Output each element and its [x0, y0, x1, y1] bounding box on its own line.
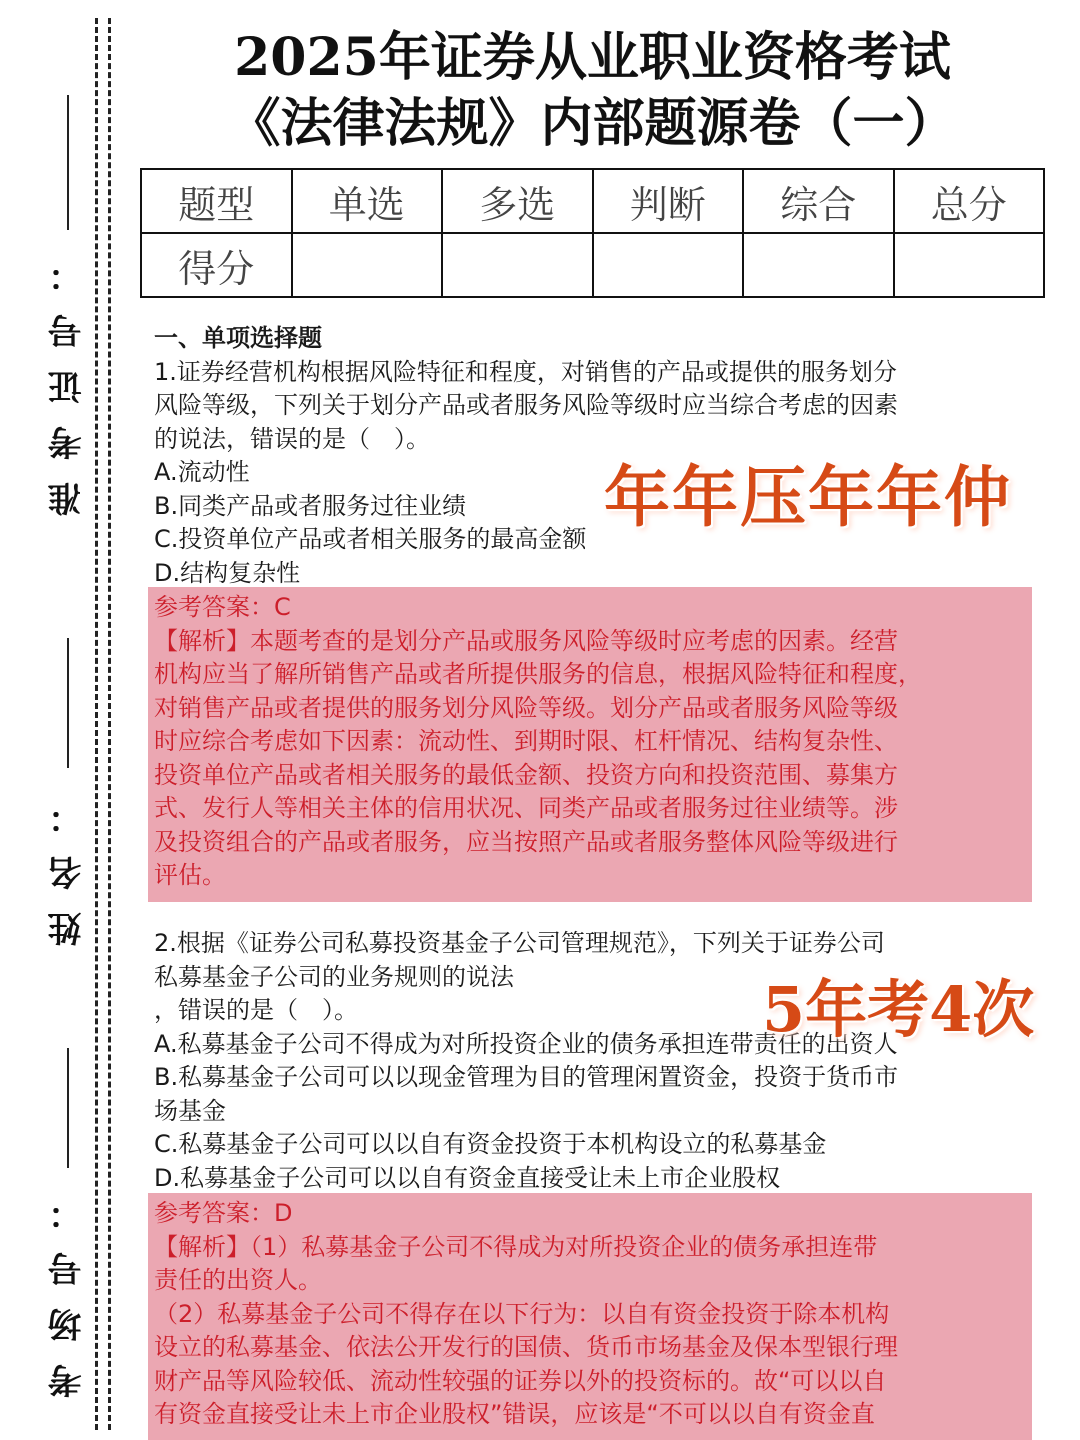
score-table-header-cell: 题型	[141, 169, 292, 233]
score-table	[140, 168, 1045, 298]
question-stem-line: 1.证券经营机构根据风险特征和程度，对销售的产品或提供的服务划分	[154, 357, 897, 386]
question-stem-line: 私募基金子公司的业务规则的说法	[154, 962, 514, 991]
analysis-line: （2）私募基金子公司不得存在以下行为：以自有资金投资于除本机构	[154, 1299, 890, 1328]
analysis-line: 时应综合考虑如下因素：流动性、到期时限、杠杆情况、结构复杂性、	[154, 727, 898, 755]
name-label: 姓名：	[48, 778, 88, 946]
option-b: B.同类产品或者服务过往业绩	[154, 491, 467, 520]
answer-box-1	[148, 587, 1032, 902]
analysis-line: 机构应当了解所销售产品或者所提供服务的信息，根据风险特征和程度，	[154, 660, 922, 688]
option-a: A.私募基金子公司不得成为对所投资企业的债务承担连带责任的出资人	[154, 1029, 898, 1058]
exam-room-label: 考场号：	[48, 1174, 88, 1398]
analysis-line: 投资单位产品或者相关服务的最低金额、投资方向和投资范围、募集方	[154, 760, 898, 789]
question-stem-line: 2.根据《证券公司私募投资基金子公司管理规范》，下列关于证券公司	[154, 929, 885, 957]
analysis-line: 【解析】本题考查的是划分产品或服务风险等级时应考虑的因素。经营	[154, 626, 898, 655]
score-table-header-row	[141, 169, 1044, 233]
option-b-continued: 场基金	[154, 1096, 226, 1125]
binding-dashed-line-right	[108, 18, 111, 1430]
score-table-header-cell: 判断	[593, 169, 744, 233]
option-c: C.投资单位产品或者相关服务的最高金额	[154, 525, 587, 553]
option-a: A.流动性	[154, 458, 250, 486]
exam-id-label: 准考证号：	[48, 236, 88, 516]
score-row-label: 得分	[141, 233, 292, 297]
score-table-header-cell: 综合	[743, 169, 894, 233]
score-table-header-cell: 单选	[292, 169, 443, 233]
score-cell-single-choice[interactable]	[292, 233, 443, 297]
question-stem-line: 的说法，错误的是（ ）。	[154, 424, 430, 453]
option-c: C.私募基金子公司可以以自有资金投资于本机构设立的私募基金	[154, 1130, 827, 1158]
exam-room-underline	[67, 1048, 69, 1168]
score-table-header-cell: 多选	[442, 169, 593, 233]
score-cell-multiple-choice[interactable]	[442, 233, 593, 297]
analysis-line: 责任的出资人。	[154, 1266, 322, 1294]
analysis-line: 财产品等风险较低、流动性较强的证券以外的投资标的。故“可以以自	[154, 1366, 887, 1395]
promo-stamp-1: 年年压年年仲	[604, 458, 1012, 536]
score-cell-total[interactable]	[894, 233, 1045, 297]
analysis-line: 【解析】（1）私募基金子公司不得成为对所投资企业的债务承担连带	[154, 1232, 878, 1261]
name-field[interactable]	[38, 638, 98, 946]
answer-label: 参考答案：C	[154, 593, 291, 621]
section-heading: 一、单项选择题	[154, 324, 322, 352]
exam-id-field[interactable]	[38, 95, 98, 516]
analysis-line: 式、发行人等相关主体的信用状况、同类产品或者服务过往业绩等。涉	[154, 794, 898, 822]
analysis-line: 有资金直接受让未上市企业股权”错误，应该是“不可以以自有资金直	[154, 1400, 875, 1428]
title-line-2: 《法律法规》内部题源卷（一）	[228, 93, 957, 154]
answer-label: 参考答案：D	[154, 1199, 293, 1227]
question-stem-line: ，错误的是（ ）。	[154, 996, 358, 1024]
analysis-line: 及投资组合的产品或者服务，应当按照产品或者服务整体风险等级进行	[154, 827, 898, 856]
exam-id-underline	[67, 95, 69, 230]
analysis-line: 评估。	[154, 861, 226, 889]
score-table-score-row	[141, 233, 1044, 297]
score-cell-true-false[interactable]	[593, 233, 744, 297]
option-b: B.私募基金子公司可以以现金管理为目的管理闲置资金，投资于货币市	[154, 1063, 899, 1091]
question-stem-line: 风险等级，下列关于划分产品或者服务风险等级时应当综合考虑的因素	[154, 391, 898, 419]
score-table-header-cell: 总分	[894, 169, 1045, 233]
option-d: D.私募基金子公司可以以自有资金直接受让未上市企业股权	[154, 1163, 781, 1192]
analysis-line: 对销售产品或者提供的服务划分风险等级。划分产品或者服务风险等级	[154, 693, 898, 722]
exam-room-field[interactable]	[38, 1048, 98, 1398]
analysis-line: 设立的私募基金、依法公开发行的国债、货币市场基金及保本型银行理	[154, 1333, 898, 1361]
title-line-1: 2025年证券从业职业资格考试	[234, 27, 951, 88]
name-underline	[67, 638, 69, 768]
answer-box-2	[148, 1193, 1032, 1440]
option-d: D.结构复杂性	[154, 558, 301, 587]
score-cell-comprehensive[interactable]	[743, 233, 894, 297]
promo-stamp-2: 5年考4次	[762, 973, 1035, 1046]
